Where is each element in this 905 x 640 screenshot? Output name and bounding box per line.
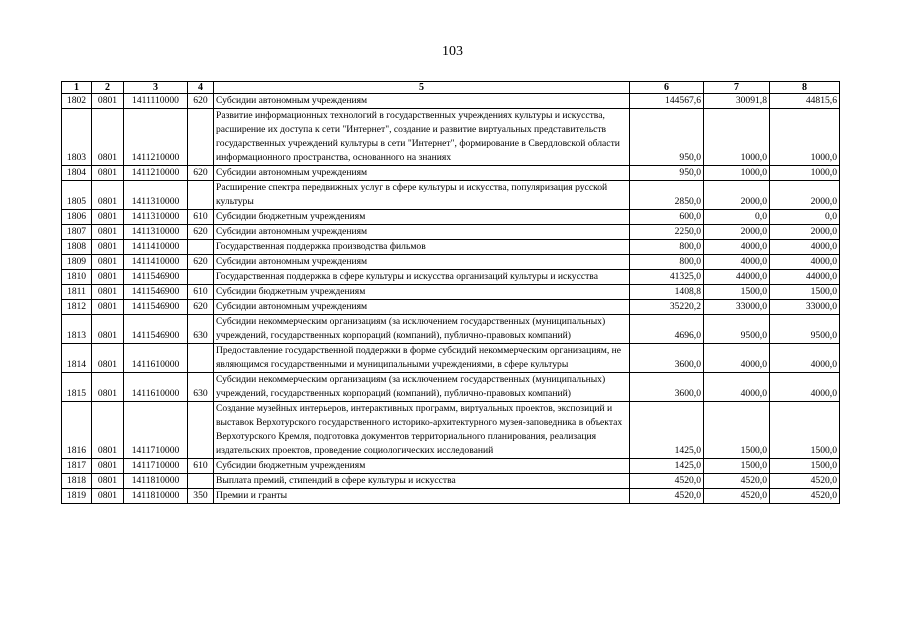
table-row [62, 181, 840, 210]
table-row [62, 373, 840, 402]
amount-year3-cell: 4000,0 [770, 373, 840, 402]
row-number-cell: 1817 [62, 459, 92, 474]
section-code-cell: 0801 [92, 489, 124, 504]
target-article-cell: 1411210000 [124, 109, 188, 166]
amount-year2-cell: 1500,0 [704, 285, 770, 300]
target-article-cell: 1411546900 [124, 285, 188, 300]
expense-type-cell: 620 [188, 225, 214, 240]
item-name-cell: Государственная поддержка в сфере культуры и искусства организаций культуры и искусства [214, 270, 630, 285]
item-name-cell: Государственная поддержка производства фильмов [214, 240, 630, 255]
target-article-cell: 1411310000 [124, 181, 188, 210]
amount-year1-cell: 35220,2 [630, 300, 704, 315]
target-article-cell: 1411546900 [124, 270, 188, 285]
amount-year1-cell: 2850,0 [630, 181, 704, 210]
expense-type-cell: 610 [188, 459, 214, 474]
target-article-cell: 1411610000 [124, 373, 188, 402]
section-code-cell: 0801 [92, 300, 124, 315]
column-header: 7 [704, 82, 770, 94]
section-code-cell: 0801 [92, 240, 124, 255]
section-code-cell: 0801 [92, 344, 124, 373]
row-number-cell: 1808 [62, 240, 92, 255]
item-name-cell: Предоставление государственной поддержки в форме субсидий некоммерческим организациям, не являющимся государственными и муниципальными учреждениями, в сфере культуры [214, 344, 630, 373]
amount-year2-cell: 4000,0 [704, 255, 770, 270]
section-code-cell: 0801 [92, 285, 124, 300]
budget-table [61, 81, 840, 504]
item-name-cell: Расширение спектра передвижных услуг в сфере культуры и искусства, популяризация русской культуры [214, 181, 630, 210]
row-number-cell: 1814 [62, 344, 92, 373]
expense-type-cell: 350 [188, 489, 214, 504]
section-code-cell: 0801 [92, 270, 124, 285]
row-number-cell: 1805 [62, 181, 92, 210]
target-article-cell: 1411810000 [124, 489, 188, 504]
amount-year1-cell: 3600,0 [630, 373, 704, 402]
amount-year1-cell: 1425,0 [630, 402, 704, 459]
section-code-cell: 0801 [92, 402, 124, 459]
table-row [62, 166, 840, 181]
amount-year1-cell: 800,0 [630, 255, 704, 270]
row-number-cell: 1811 [62, 285, 92, 300]
amount-year1-cell: 1408,8 [630, 285, 704, 300]
amount-year1-cell: 950,0 [630, 109, 704, 166]
section-code-cell: 0801 [92, 166, 124, 181]
section-code-cell: 0801 [92, 373, 124, 402]
item-name-cell: Развитие информационных технологий в государственных учреждениях культуры и искусства, расширение их доступа к сети "Интернет", создание и развитие виртуальных представительств государственных учреждений культуры в сети "Интернет", формирование в Свердловской области информационного пространства, основанного на знаниях [214, 109, 630, 166]
item-name-cell: Субсидии автономным учреждениям [214, 225, 630, 240]
table-row [62, 285, 840, 300]
row-number-cell: 1816 [62, 402, 92, 459]
row-number-cell: 1804 [62, 166, 92, 181]
amount-year2-cell: 2000,0 [704, 181, 770, 210]
amount-year3-cell: 0,0 [770, 210, 840, 225]
amount-year3-cell: 4520,0 [770, 474, 840, 489]
section-code-cell: 0801 [92, 210, 124, 225]
table-row [62, 270, 840, 285]
expense-type-cell: 620 [188, 255, 214, 270]
expense-type-cell: 620 [188, 300, 214, 315]
target-article-cell: 1411410000 [124, 255, 188, 270]
amount-year3-cell: 1500,0 [770, 459, 840, 474]
page-number: 103 [442, 44, 463, 59]
table-row [62, 210, 840, 225]
table-row [62, 300, 840, 315]
target-article-cell: 1411310000 [124, 210, 188, 225]
expense-type-cell: 610 [188, 210, 214, 225]
amount-year2-cell: 9500,0 [704, 315, 770, 344]
amount-year2-cell: 33000,0 [704, 300, 770, 315]
target-article-cell: 1411710000 [124, 402, 188, 459]
column-header: 3 [124, 82, 188, 94]
item-name-cell: Субсидии некоммерческим организациям (за исключением государственных (муниципальных) учреждений, государственных корпораций (компаний), публично-правовых компаний) [214, 373, 630, 402]
row-number-cell: 1818 [62, 474, 92, 489]
amount-year2-cell: 1500,0 [704, 459, 770, 474]
row-number-cell: 1810 [62, 270, 92, 285]
target-article-cell: 1411110000 [124, 94, 188, 109]
amount-year2-cell: 4000,0 [704, 240, 770, 255]
expense-type-cell [188, 240, 214, 255]
expense-type-cell: 630 [188, 315, 214, 344]
amount-year2-cell: 1000,0 [704, 109, 770, 166]
target-article-cell: 1411210000 [124, 166, 188, 181]
amount-year3-cell: 1000,0 [770, 166, 840, 181]
section-code-cell: 0801 [92, 315, 124, 344]
amount-year3-cell: 33000,0 [770, 300, 840, 315]
amount-year3-cell: 2000,0 [770, 225, 840, 240]
expense-type-cell [188, 344, 214, 373]
row-number-cell: 1803 [62, 109, 92, 166]
section-code-cell: 0801 [92, 94, 124, 109]
amount-year1-cell: 3600,0 [630, 344, 704, 373]
amount-year2-cell: 4000,0 [704, 344, 770, 373]
amount-year3-cell: 44000,0 [770, 270, 840, 285]
table-row [62, 489, 840, 504]
section-code-cell: 0801 [92, 255, 124, 270]
amount-year1-cell: 2250,0 [630, 225, 704, 240]
amount-year1-cell: 4696,0 [630, 315, 704, 344]
item-name-cell: Субсидии автономным учреждениям [214, 94, 630, 109]
amount-year2-cell: 4520,0 [704, 474, 770, 489]
amount-year3-cell: 1000,0 [770, 109, 840, 166]
table-row [62, 402, 840, 459]
section-code-cell: 0801 [92, 474, 124, 489]
table-row [62, 255, 840, 270]
amount-year2-cell: 44000,0 [704, 270, 770, 285]
amount-year1-cell: 144567,6 [630, 94, 704, 109]
amount-year3-cell: 9500,0 [770, 315, 840, 344]
target-article-cell: 1411810000 [124, 474, 188, 489]
target-article-cell: 1411310000 [124, 225, 188, 240]
section-code-cell: 0801 [92, 109, 124, 166]
row-number-cell: 1802 [62, 94, 92, 109]
item-name-cell: Субсидии бюджетным учреждениям [214, 285, 630, 300]
item-name-cell: Премии и гранты [214, 489, 630, 504]
amount-year3-cell: 4000,0 [770, 255, 840, 270]
amount-year2-cell: 30091,8 [704, 94, 770, 109]
amount-year2-cell: 4520,0 [704, 489, 770, 504]
expense-type-cell [188, 474, 214, 489]
target-article-cell: 1411546900 [124, 300, 188, 315]
row-number-cell: 1806 [62, 210, 92, 225]
amount-year2-cell: 4000,0 [704, 373, 770, 402]
target-article-cell: 1411410000 [124, 240, 188, 255]
table-row [62, 474, 840, 489]
amount-year1-cell: 41325,0 [630, 270, 704, 285]
amount-year3-cell: 44815,6 [770, 94, 840, 109]
item-name-cell: Выплата премий, стипендий в сфере культуры и искусства [214, 474, 630, 489]
amount-year3-cell: 4520,0 [770, 489, 840, 504]
section-code-cell: 0801 [92, 181, 124, 210]
row-number-cell: 1819 [62, 489, 92, 504]
row-number-cell: 1812 [62, 300, 92, 315]
item-name-cell: Субсидии автономным учреждениям [214, 255, 630, 270]
amount-year3-cell: 4000,0 [770, 240, 840, 255]
column-header: 1 [62, 82, 92, 94]
amount-year1-cell: 4520,0 [630, 474, 704, 489]
expense-type-cell: 610 [188, 285, 214, 300]
column-header: 2 [92, 82, 124, 94]
column-header: 5 [214, 82, 630, 94]
target-article-cell: 1411610000 [124, 344, 188, 373]
table-row [62, 109, 840, 166]
amount-year1-cell: 950,0 [630, 166, 704, 181]
item-name-cell: Субсидии бюджетным учреждениям [214, 459, 630, 474]
expense-type-cell [188, 402, 214, 459]
expense-type-cell: 630 [188, 373, 214, 402]
amount-year2-cell: 1500,0 [704, 402, 770, 459]
target-article-cell: 1411546900 [124, 315, 188, 344]
amount-year2-cell: 0,0 [704, 210, 770, 225]
amount-year1-cell: 600,0 [630, 210, 704, 225]
amount-year1-cell: 1425,0 [630, 459, 704, 474]
amount-year3-cell: 4000,0 [770, 344, 840, 373]
expense-type-cell: 620 [188, 166, 214, 181]
row-number-cell: 1813 [62, 315, 92, 344]
item-name-cell: Создание музейных интерьеров, интерактивных программ, виртуальных проектов, экспозиций и выставок Верхотурского государственного историко-архитектурного музея-заповедника в объектах Верхотурского Кремля, подготовка документов территориального планирования, реализация издательских проектов, проведение социологических исследований [214, 402, 630, 459]
item-name-cell: Субсидии автономным учреждениям [214, 300, 630, 315]
item-name-cell: Субсидии бюджетным учреждениям [214, 210, 630, 225]
row-number-cell: 1807 [62, 225, 92, 240]
row-number-cell: 1809 [62, 255, 92, 270]
amount-year2-cell: 1000,0 [704, 166, 770, 181]
amount-year2-cell: 2000,0 [704, 225, 770, 240]
section-code-cell: 0801 [92, 225, 124, 240]
header-row [62, 82, 840, 94]
table-row [62, 459, 840, 474]
amount-year3-cell: 1500,0 [770, 402, 840, 459]
section-code-cell: 0801 [92, 459, 124, 474]
table-row [62, 344, 840, 373]
expense-type-cell [188, 270, 214, 285]
table-row [62, 315, 840, 344]
column-header: 8 [770, 82, 840, 94]
column-header: 4 [188, 82, 214, 94]
table-row [62, 94, 840, 109]
expense-type-cell [188, 109, 214, 166]
item-name-cell: Субсидии автономным учреждениям [214, 166, 630, 181]
item-name-cell: Субсидии некоммерческим организациям (за исключением государственных (муниципальных) учреждений, государственных корпораций (компаний), публично-правовых компаний) [214, 315, 630, 344]
column-header: 6 [630, 82, 704, 94]
amount-year3-cell: 1500,0 [770, 285, 840, 300]
row-number-cell: 1815 [62, 373, 92, 402]
table-row [62, 240, 840, 255]
expense-type-cell [188, 181, 214, 210]
expense-type-cell: 620 [188, 94, 214, 109]
amount-year1-cell: 800,0 [630, 240, 704, 255]
amount-year1-cell: 4520,0 [630, 489, 704, 504]
amount-year3-cell: 2000,0 [770, 181, 840, 210]
table-row [62, 225, 840, 240]
target-article-cell: 1411710000 [124, 459, 188, 474]
